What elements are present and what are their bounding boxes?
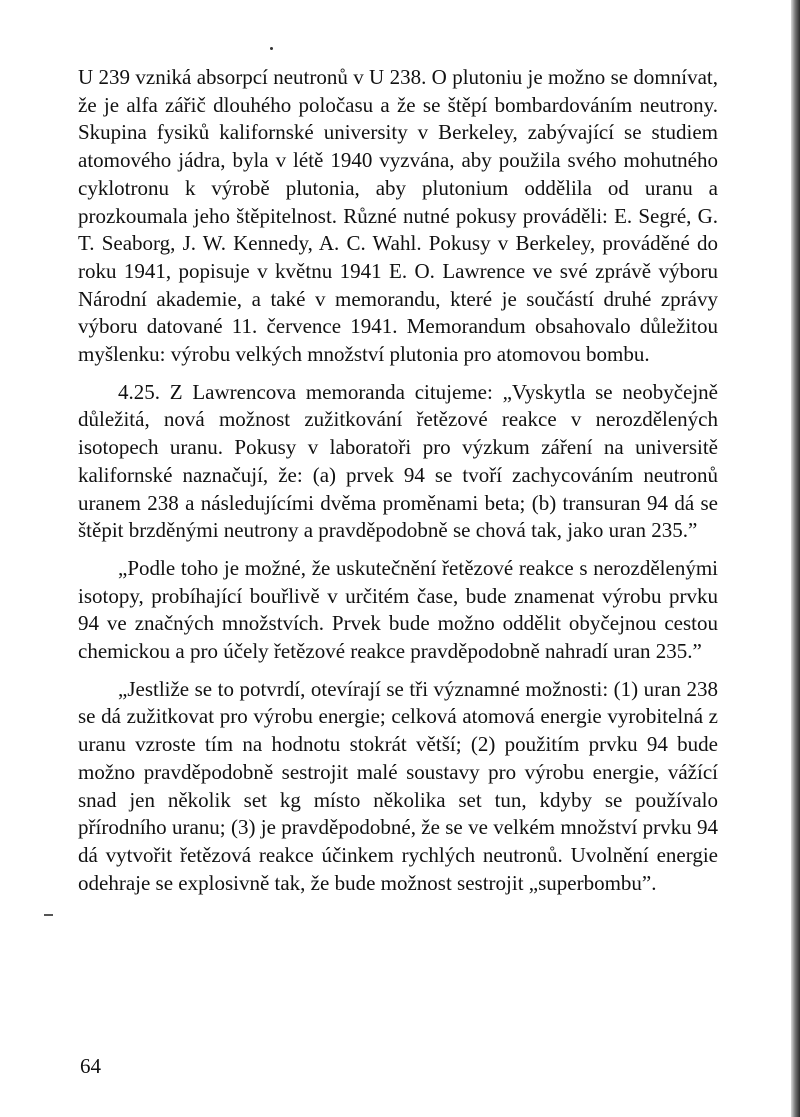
print-speck <box>270 47 273 50</box>
book-page-edge <box>791 0 800 1117</box>
paragraph-plutonium-intro: U 239 vzniká absorpcí neutronů v U 238. O plutoniu je možno se domnívat, že je alfa zářič dlouhého poločasu a že se štěpí bombardováním neutrony. Skupina fysiků kalifornské university v Berkeley, zabývající se studiem atomového jádra, byla v létě 1940 vyzvána, aby použila svého mohutného cyklotronu k výrobě plutonia, aby plutonium oddělila od uranu a prozkoumala jeho štěpitelnost. Různé nutné pokusy prováděli: E. Segré, G. T. Seaborg, J. W. Kennedy, A. C. Wahl. Pokusy v Berkeley, prováděné do roku 1941, popisuje v květnu 1941 E. O. Lawrence ve své zprávě výboru Národní akademie, a také v memorandu, které je součástí druhé zprávy výboru datované 11. července 1941. Memorandum obsahovalo důležitou myšlenku: výrobu velkých množství plutonia pro atomovou bombu. <box>78 65 718 367</box>
body-text <box>78 64 718 897</box>
paragraph-lawrence-memo: 4.25. Z Lawrencova memoranda citujeme: „Vyskytla se neobyčejně důležitá, nová možnost zužitkování řetězové reakce v nerozdělených isotopech uranu. Pokusy v laboratoři pro výzkum záření na universitě kalifornské naznačují, že: (a) prvek 94 se tvoří zachycováním neutronů uranem 238 a následujícími dvěma proměnami beta; (b) transuran 94 dá se štěpit brzděnými neutrony a pravděpodobně se chová tak, jako uran 235.” <box>78 379 718 543</box>
margin-mark <box>44 914 53 916</box>
paragraph-three-possibilities: „Jestliže se to potvrdí, otevírají se tři významné možnosti: (1) uran 238 se dá zužitkovat pro výrobu energie; celková atomová energie vyrobitelná z uranu vzroste tím na hodnotu stokrát větší; (2) použitím prvku 94 bude možno pravděpodobně sestrojit malé soustavy pro výrobu energie, vážící snad jen několik set kg místo několika set tun, kdyby se používalo přírodního uranu; (3) je pravděpodobné, že se ve velkém množství prvku 94 dá vytvořit řetězová reakce účinkem rychlých neutronů. Uvolnění energie odehraje se explosivně tak, že bude možnost sestrojit „superbombu”. <box>78 676 718 895</box>
page-number: 64 <box>80 1054 101 1078</box>
paragraph-chain-reaction: „Podle toho je možné, že uskutečnění řetězové reakce s nerozdělenými isotopy, probíhající bouřlivě v určitém čase, bude znamenat výrobu prvku 94 ve značných množstvích. Prvek bude možno oddělit obyčejnou cestou chemickou a pro účely řetězové reakce pravděpodobně nahradí uran 235.” <box>78 555 718 664</box>
